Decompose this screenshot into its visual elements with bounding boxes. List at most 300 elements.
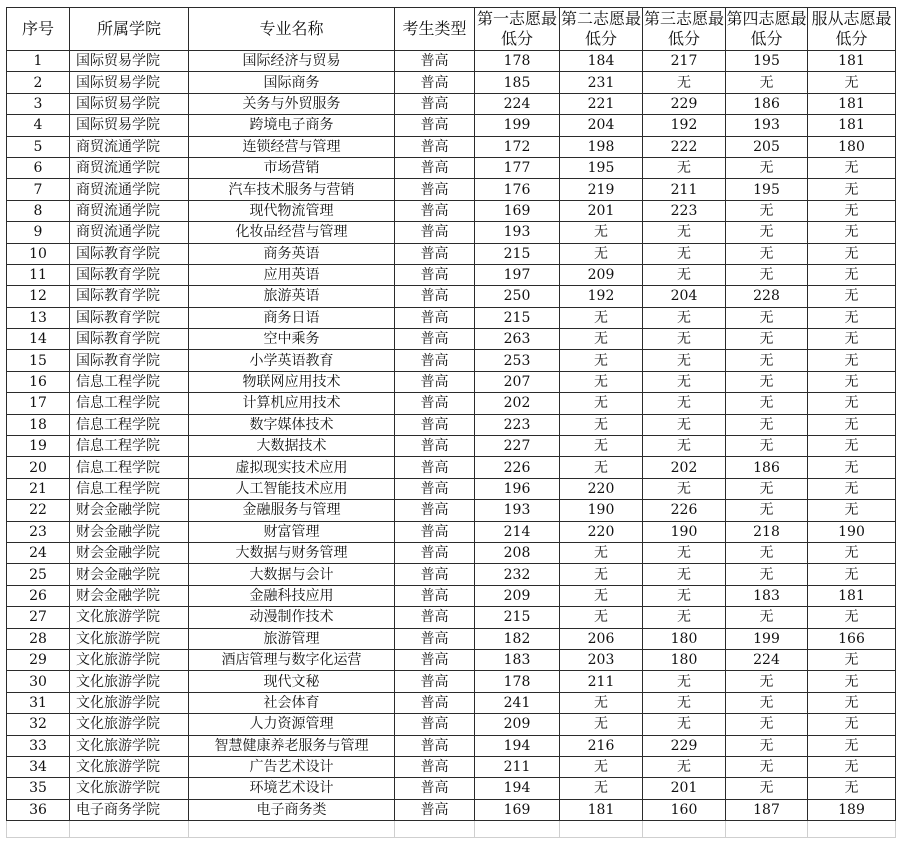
cell-second-choice: 198 [560,136,643,157]
cell-college: 信息工程学院 [70,393,189,414]
cell-third-choice: 无 [643,414,726,435]
header-index: 序号 [7,8,70,51]
cell-type: 普高 [395,286,475,307]
cell-index: 23 [7,521,70,542]
cell-type: 普高 [395,521,475,542]
cell-major: 数字媒体技术 [189,414,395,435]
blank-cell [395,821,475,838]
cell-second-choice: 无 [560,414,643,435]
cell-first-choice: 178 [475,671,560,692]
cell-third-choice: 229 [643,735,726,756]
cell-index: 29 [7,649,70,670]
cell-college: 国际贸易学院 [70,115,189,136]
cell-third-choice: 无 [643,671,726,692]
cell-fourth-choice: 195 [726,51,808,72]
cell-third-choice: 无 [643,564,726,585]
cell-type: 普高 [395,457,475,478]
cell-major: 市场营销 [189,157,395,178]
cell-third-choice: 无 [643,371,726,392]
cell-third-choice: 无 [643,72,726,93]
cell-adjust-choice: 无 [808,393,896,414]
cell-second-choice: 无 [560,692,643,713]
cell-index: 33 [7,735,70,756]
cell-adjust-choice: 无 [808,179,896,200]
cell-third-choice: 无 [643,307,726,328]
cell-fourth-choice: 193 [726,115,808,136]
header-adjust-choice: 服从志愿最低分 [808,8,896,51]
cell-major: 国际经济与贸易 [189,51,395,72]
cell-fourth-choice: 无 [726,222,808,243]
cell-first-choice: 182 [475,628,560,649]
cell-type: 普高 [395,607,475,628]
cell-type: 普高 [395,243,475,264]
cell-third-choice: 无 [643,607,726,628]
cell-fourth-choice: 无 [726,671,808,692]
cell-major: 金融服务与管理 [189,500,395,521]
cell-adjust-choice: 无 [808,436,896,457]
cell-second-choice: 206 [560,628,643,649]
cell-index: 30 [7,671,70,692]
cell-fourth-choice: 183 [726,585,808,606]
cell-second-choice: 无 [560,350,643,371]
blank-cell [70,821,189,838]
cell-type: 普高 [395,115,475,136]
cell-third-choice: 217 [643,51,726,72]
cell-second-choice: 无 [560,714,643,735]
table-row [7,714,896,735]
cell-fourth-choice: 无 [726,692,808,713]
cell-type: 普高 [395,799,475,820]
table-row [7,778,896,799]
cell-second-choice: 无 [560,607,643,628]
cell-major: 动漫制作技术 [189,607,395,628]
cell-index: 3 [7,93,70,114]
cell-index: 7 [7,179,70,200]
cell-college: 国际贸易学院 [70,72,189,93]
cell-fourth-choice: 186 [726,93,808,114]
cell-college: 信息工程学院 [70,436,189,457]
cell-type: 普高 [395,264,475,285]
cell-type: 普高 [395,585,475,606]
blank-cell [475,821,560,838]
table-row [7,243,896,264]
cell-major: 空中乘务 [189,329,395,350]
cell-fourth-choice: 218 [726,521,808,542]
cell-first-choice: 169 [475,799,560,820]
table-row [7,286,896,307]
cell-type: 普高 [395,179,475,200]
cell-adjust-choice: 无 [808,735,896,756]
cell-type: 普高 [395,564,475,585]
cell-adjust-choice: 180 [808,136,896,157]
cell-second-choice: 221 [560,93,643,114]
cell-college: 财会金融学院 [70,500,189,521]
table-row [7,393,896,414]
cell-third-choice: 无 [643,436,726,457]
cell-index: 18 [7,414,70,435]
cell-adjust-choice: 无 [808,264,896,285]
cell-index: 36 [7,799,70,820]
cell-first-choice: 215 [475,243,560,264]
cell-first-choice: 223 [475,414,560,435]
cell-index: 21 [7,478,70,499]
cell-major: 虚拟现实技术应用 [189,457,395,478]
cell-index: 2 [7,72,70,93]
cell-third-choice: 无 [643,756,726,777]
cell-third-choice: 无 [643,542,726,563]
cell-first-choice: 193 [475,222,560,243]
cell-type: 普高 [395,93,475,114]
cell-first-choice: 196 [475,478,560,499]
cell-fourth-choice: 无 [726,607,808,628]
header-college: 所属学院 [70,8,189,51]
header-fourth-choice: 第四志愿最低分 [726,8,808,51]
cell-second-choice: 无 [560,436,643,457]
cell-third-choice: 无 [643,692,726,713]
cell-third-choice: 无 [643,222,726,243]
blank-cell [726,821,808,838]
cell-major: 跨境电子商务 [189,115,395,136]
cell-college: 文化旅游学院 [70,756,189,777]
cell-adjust-choice: 无 [808,72,896,93]
header-first-choice: 第一志愿最低分 [475,8,560,51]
cell-major: 酒店管理与数字化运营 [189,649,395,670]
cell-third-choice: 无 [643,329,726,350]
cell-adjust-choice: 无 [808,714,896,735]
cell-third-choice: 无 [643,714,726,735]
cell-college: 财会金融学院 [70,542,189,563]
cell-adjust-choice: 无 [808,478,896,499]
table-row [7,350,896,371]
cell-type: 普高 [395,136,475,157]
cell-type: 普高 [395,307,475,328]
cell-third-choice: 201 [643,778,726,799]
cell-second-choice: 209 [560,264,643,285]
cell-third-choice: 223 [643,200,726,221]
cell-first-choice: 185 [475,72,560,93]
header-row [7,8,896,51]
cell-major: 旅游管理 [189,628,395,649]
cell-college: 文化旅游学院 [70,649,189,670]
cell-college: 国际教育学院 [70,264,189,285]
cell-adjust-choice: 181 [808,585,896,606]
table-row [7,671,896,692]
cell-adjust-choice: 无 [808,329,896,350]
cell-fourth-choice: 195 [726,179,808,200]
table-row [7,414,896,435]
cell-college: 文化旅游学院 [70,607,189,628]
cell-fourth-choice: 无 [726,371,808,392]
cell-index: 31 [7,692,70,713]
cell-adjust-choice: 189 [808,799,896,820]
cell-adjust-choice: 无 [808,649,896,670]
cell-adjust-choice: 无 [808,607,896,628]
table-row [7,222,896,243]
table-row [7,542,896,563]
cell-first-choice: 209 [475,585,560,606]
cell-third-choice: 无 [643,393,726,414]
cell-major: 物联网应用技术 [189,371,395,392]
cell-major: 大数据与会计 [189,564,395,585]
cell-fourth-choice: 228 [726,286,808,307]
cell-index: 22 [7,500,70,521]
cell-college: 国际教育学院 [70,243,189,264]
cell-college: 财会金融学院 [70,521,189,542]
cell-adjust-choice: 无 [808,756,896,777]
cell-type: 普高 [395,157,475,178]
cell-major: 人力资源管理 [189,714,395,735]
table-row [7,136,896,157]
cell-second-choice: 220 [560,521,643,542]
cell-first-choice: 169 [475,200,560,221]
cell-fourth-choice: 无 [726,756,808,777]
cell-college: 国际教育学院 [70,350,189,371]
cell-adjust-choice: 181 [808,115,896,136]
cell-type: 普高 [395,649,475,670]
cell-third-choice: 无 [643,264,726,285]
cell-second-choice: 无 [560,585,643,606]
cell-college: 国际贸易学院 [70,93,189,114]
cell-major: 汽车技术服务与营销 [189,179,395,200]
cell-type: 普高 [395,436,475,457]
cell-major: 计算机应用技术 [189,393,395,414]
cell-adjust-choice: 无 [808,222,896,243]
cell-fourth-choice: 187 [726,799,808,820]
cell-index: 17 [7,393,70,414]
cell-first-choice: 211 [475,756,560,777]
cell-first-choice: 241 [475,692,560,713]
cell-third-choice: 222 [643,136,726,157]
cell-second-choice: 201 [560,200,643,221]
blank-cell [560,821,643,838]
cell-major: 大数据技术 [189,436,395,457]
cell-index: 35 [7,778,70,799]
cell-major: 现代物流管理 [189,200,395,221]
cell-college: 电子商务学院 [70,799,189,820]
cell-fourth-choice: 无 [726,329,808,350]
cell-college: 财会金融学院 [70,564,189,585]
cell-type: 普高 [395,200,475,221]
cell-college: 文化旅游学院 [70,735,189,756]
cell-major: 连锁经营与管理 [189,136,395,157]
cell-second-choice: 184 [560,51,643,72]
cell-third-choice: 无 [643,157,726,178]
table-row [7,179,896,200]
cell-college: 商贸流通学院 [70,222,189,243]
cell-adjust-choice: 无 [808,457,896,478]
cell-adjust-choice: 190 [808,521,896,542]
cell-index: 10 [7,243,70,264]
cell-college: 国际教育学院 [70,286,189,307]
cell-college: 文化旅游学院 [70,778,189,799]
cell-index: 14 [7,329,70,350]
cell-type: 普高 [395,692,475,713]
cell-first-choice: 178 [475,51,560,72]
cell-fourth-choice: 无 [726,393,808,414]
cell-major: 环境艺术设计 [189,778,395,799]
cell-second-choice: 195 [560,157,643,178]
table-row [7,72,896,93]
cell-third-choice: 202 [643,457,726,478]
cell-first-choice: 250 [475,286,560,307]
cell-second-choice: 219 [560,179,643,200]
cell-fourth-choice: 无 [726,264,808,285]
cell-index: 8 [7,200,70,221]
cell-type: 普高 [395,756,475,777]
cell-second-choice: 无 [560,457,643,478]
cell-type: 普高 [395,72,475,93]
cell-first-choice: 194 [475,735,560,756]
cell-major: 人工智能技术应用 [189,478,395,499]
cell-second-choice: 无 [560,564,643,585]
cell-second-choice: 无 [560,778,643,799]
table-row [7,115,896,136]
blank-cell [189,821,395,838]
cell-third-choice: 204 [643,286,726,307]
cell-major: 电子商务类 [189,799,395,820]
cell-major: 大数据与财务管理 [189,542,395,563]
table-row [7,692,896,713]
cell-college: 国际教育学院 [70,329,189,350]
cell-fourth-choice: 186 [726,457,808,478]
header-major: 专业名称 [189,8,395,51]
cell-first-choice: 232 [475,564,560,585]
cell-first-choice: 176 [475,179,560,200]
cell-index: 25 [7,564,70,585]
cell-third-choice: 211 [643,179,726,200]
cell-college: 财会金融学院 [70,585,189,606]
cell-first-choice: 209 [475,714,560,735]
cell-major: 商务英语 [189,243,395,264]
cell-third-choice: 无 [643,350,726,371]
cell-first-choice: 172 [475,136,560,157]
cell-first-choice: 227 [475,436,560,457]
cell-type: 普高 [395,500,475,521]
cell-first-choice: 194 [475,778,560,799]
cell-adjust-choice: 166 [808,628,896,649]
cell-adjust-choice: 无 [808,350,896,371]
cell-index: 32 [7,714,70,735]
cell-second-choice: 231 [560,72,643,93]
cell-college: 国际教育学院 [70,307,189,328]
cell-fourth-choice: 无 [726,414,808,435]
cell-third-choice: 192 [643,115,726,136]
cell-college: 商贸流通学院 [70,136,189,157]
cell-college: 文化旅游学院 [70,692,189,713]
table-body [7,51,896,821]
cell-index: 11 [7,264,70,285]
cell-fourth-choice: 无 [726,157,808,178]
cell-first-choice: 215 [475,607,560,628]
admission-score-table [6,7,896,838]
cell-first-choice: 214 [475,521,560,542]
cell-adjust-choice: 181 [808,51,896,72]
table-row [7,628,896,649]
blank-cell [808,821,896,838]
cell-type: 普高 [395,671,475,692]
table-row [7,735,896,756]
cell-major: 商务日语 [189,307,395,328]
cell-fourth-choice: 无 [726,350,808,371]
cell-second-choice: 211 [560,671,643,692]
cell-second-choice: 无 [560,756,643,777]
cell-first-choice: 226 [475,457,560,478]
cell-index: 20 [7,457,70,478]
cell-adjust-choice: 无 [808,243,896,264]
cell-major: 金融科技应用 [189,585,395,606]
cell-type: 普高 [395,371,475,392]
cell-third-choice: 180 [643,649,726,670]
table-row [7,799,896,820]
cell-adjust-choice: 无 [808,157,896,178]
cell-index: 15 [7,350,70,371]
table-row [7,436,896,457]
cell-second-choice: 无 [560,329,643,350]
cell-adjust-choice: 无 [808,671,896,692]
cell-adjust-choice: 无 [808,692,896,713]
cell-first-choice: 202 [475,393,560,414]
cell-second-choice: 192 [560,286,643,307]
cell-second-choice: 无 [560,307,643,328]
cell-index: 5 [7,136,70,157]
cell-fourth-choice: 无 [726,200,808,221]
cell-third-choice: 190 [643,521,726,542]
cell-adjust-choice: 181 [808,93,896,114]
table-row [7,564,896,585]
cell-first-choice: 207 [475,371,560,392]
cell-fourth-choice: 无 [726,778,808,799]
cell-type: 普高 [395,778,475,799]
cell-first-choice: 183 [475,649,560,670]
cell-fourth-choice: 无 [726,436,808,457]
cell-type: 普高 [395,542,475,563]
cell-index: 28 [7,628,70,649]
cell-third-choice: 无 [643,478,726,499]
cell-type: 普高 [395,414,475,435]
cell-fourth-choice: 无 [726,542,808,563]
header-type: 考生类型 [395,8,475,51]
cell-first-choice: 253 [475,350,560,371]
cell-college: 信息工程学院 [70,478,189,499]
cell-college: 商贸流通学院 [70,200,189,221]
cell-index: 34 [7,756,70,777]
cell-adjust-choice: 无 [808,371,896,392]
table-row [7,521,896,542]
cell-second-choice: 无 [560,371,643,392]
cell-adjust-choice: 无 [808,564,896,585]
cell-adjust-choice: 无 [808,542,896,563]
cell-major: 社会体育 [189,692,395,713]
blank-cell [643,821,726,838]
cell-college: 信息工程学院 [70,457,189,478]
table-row [7,200,896,221]
cell-fourth-choice: 无 [726,243,808,264]
cell-type: 普高 [395,714,475,735]
cell-first-choice: 197 [475,264,560,285]
cell-college: 商贸流通学院 [70,179,189,200]
cell-major: 广告艺术设计 [189,756,395,777]
cell-second-choice: 无 [560,542,643,563]
cell-major: 化妆品经营与管理 [189,222,395,243]
cell-type: 普高 [395,735,475,756]
cell-adjust-choice: 无 [808,414,896,435]
cell-type: 普高 [395,628,475,649]
cell-first-choice: 199 [475,115,560,136]
table-row [7,307,896,328]
table-row [7,500,896,521]
cell-adjust-choice: 无 [808,200,896,221]
cell-first-choice: 263 [475,329,560,350]
